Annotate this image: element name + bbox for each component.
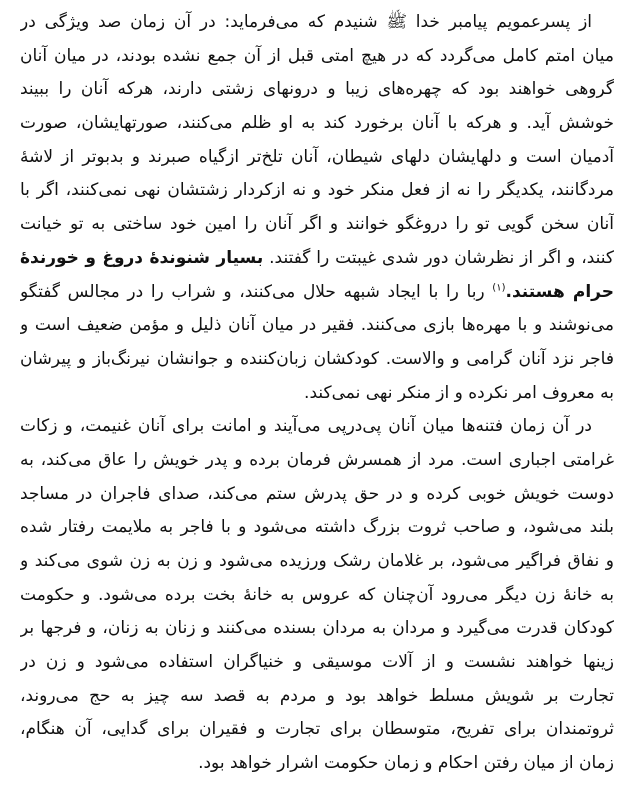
text-segment: غرامتی اجباری است. مرد از همسرش فرمان برده و پدر خویش را عاق می‌کند، به bbox=[20, 449, 614, 470]
text-line bbox=[20, 511, 614, 545]
text-segment: گروهی خواهند بود که چهره‌های زیبا و درونهای زشتی دارند، هرکه آنان را ببیند bbox=[20, 79, 614, 100]
text-segment: کودکان قدرت می‌گیرد و مردان به مردان بسنده می‌کنند و زنان به زنان، و فرجها بر bbox=[20, 618, 614, 639]
text-segment: می‌نوشند و با مهره‌ها بازی می‌کنند. فقیر در میان آنان ذلیل و مؤمن ضعیف است و bbox=[20, 315, 614, 336]
text-segment: تجارت بر شویش مسلط خواهد بود و مردم به قصد سه چیز به حج می‌روند، bbox=[20, 685, 614, 706]
text-line bbox=[20, 646, 614, 680]
text-segment: در آن زمان فتنه‌ها میان آنان پی‌درپی می‌آیند و امانت برای آنان غنیمت، و زکات bbox=[20, 416, 592, 437]
bold-text: بسیار شنوندهٔ دروغ و خورندهٔ bbox=[20, 247, 264, 268]
text-line bbox=[20, 107, 614, 141]
text-line bbox=[20, 680, 614, 714]
text-segment: دوست خویش خوبی کرده و در حق پدرش ستم می‌کند، صدای فاجران در مساجد bbox=[20, 483, 614, 504]
text-line bbox=[20, 713, 614, 747]
text-segment: به خانهٔ زن دیگر می‌رود آن‌چنان که عروس به خانهٔ بخت برده می‌شود. و حکومت bbox=[20, 584, 614, 605]
text-line bbox=[20, 545, 614, 579]
text-line bbox=[20, 377, 614, 411]
text-segment: زینها خواهند نشست و از آلات موسیقی و خنیاگران استفاده می‌شود و زن در bbox=[20, 652, 614, 673]
text-segment: بلند می‌شود، و صاحب ثروت بزرگ داشته می‌شود و با فاجر به ملایمت رفتار شده bbox=[20, 517, 614, 538]
text-line bbox=[20, 242, 614, 276]
text-line bbox=[20, 444, 614, 478]
text-line bbox=[20, 612, 614, 646]
text-segment: و نفاق فراگیر می‌شود، بر غلامان رشک ورزیده می‌شود و زن به زن شوی می‌کند و bbox=[20, 551, 614, 571]
text-segment: به معروف امر نکرده و از منکر نهی نمی‌کند. bbox=[304, 382, 614, 403]
text-line bbox=[20, 343, 614, 377]
text-line bbox=[20, 73, 614, 107]
text-segment: از پسرعمویم پیامبر خدا ﷺ شنیدم که می‌فرماید: در آن زمان صد ویژگی در bbox=[20, 12, 592, 32]
text-line bbox=[20, 309, 614, 343]
text-segment: ثروتمندان برای تفریح، متوسطان برای تجارت و فقیران برای گدایی، آن هنگام، bbox=[20, 719, 614, 740]
text-segment: زمان از میان رفتن احکام و زمان حکومت اشرار خواهد بود. bbox=[198, 753, 614, 774]
text-line bbox=[20, 40, 614, 74]
text-line bbox=[20, 174, 614, 208]
text-line bbox=[20, 747, 614, 781]
text-segment: ربا را با ایجاد شبهه حلال می‌کنند، و شراب را در مجالس گفتگو bbox=[20, 281, 493, 302]
text-segment: آنان سخن گویی تو را دروغگو خوانند و اگر آنان را امین خود ساختی به تو خیانت bbox=[20, 214, 614, 235]
text-line bbox=[20, 579, 614, 613]
text-line bbox=[20, 6, 614, 40]
text-line bbox=[20, 141, 614, 175]
bold-text: حرام هستند. bbox=[505, 281, 614, 302]
text-segment: مردگانند، یکدیگر را نه از فعل منکر خود و نه ازکردار زشتشان نهی نمی‌کنند، اگر با bbox=[20, 180, 614, 201]
text-line bbox=[20, 208, 614, 242]
text-segment: خوشش آید. و هرکه با آنان برخورد کند به او ظلم می‌کنند، صورتهایشان، صورت bbox=[20, 113, 614, 134]
document-body bbox=[20, 6, 614, 781]
text-line bbox=[20, 410, 614, 444]
text-segment: آدمیان است و دلهایشان دلهای شیطان، آنان تلخ‌تر ازگیاه صبرند و بدبوتر از لاشهٔ bbox=[20, 146, 614, 167]
text-segment: کنند، و اگر از نظرشان دور شدی غیبتت را گفتند. bbox=[263, 247, 614, 268]
footnote-marker: (۱) bbox=[492, 281, 506, 293]
text-segment: میان امتم کامل می‌گردد که در هیچ امتی قبل از آن جمع نشده بودند، در میان آنان bbox=[20, 45, 614, 66]
text-segment: فاجر نزد آنان گرامی و والاست. کودکشان زبان‌کننده و جوانشان نیرنگ‌باز و پیرشان bbox=[20, 348, 614, 369]
text-line bbox=[20, 478, 614, 512]
text-line bbox=[20, 276, 614, 310]
